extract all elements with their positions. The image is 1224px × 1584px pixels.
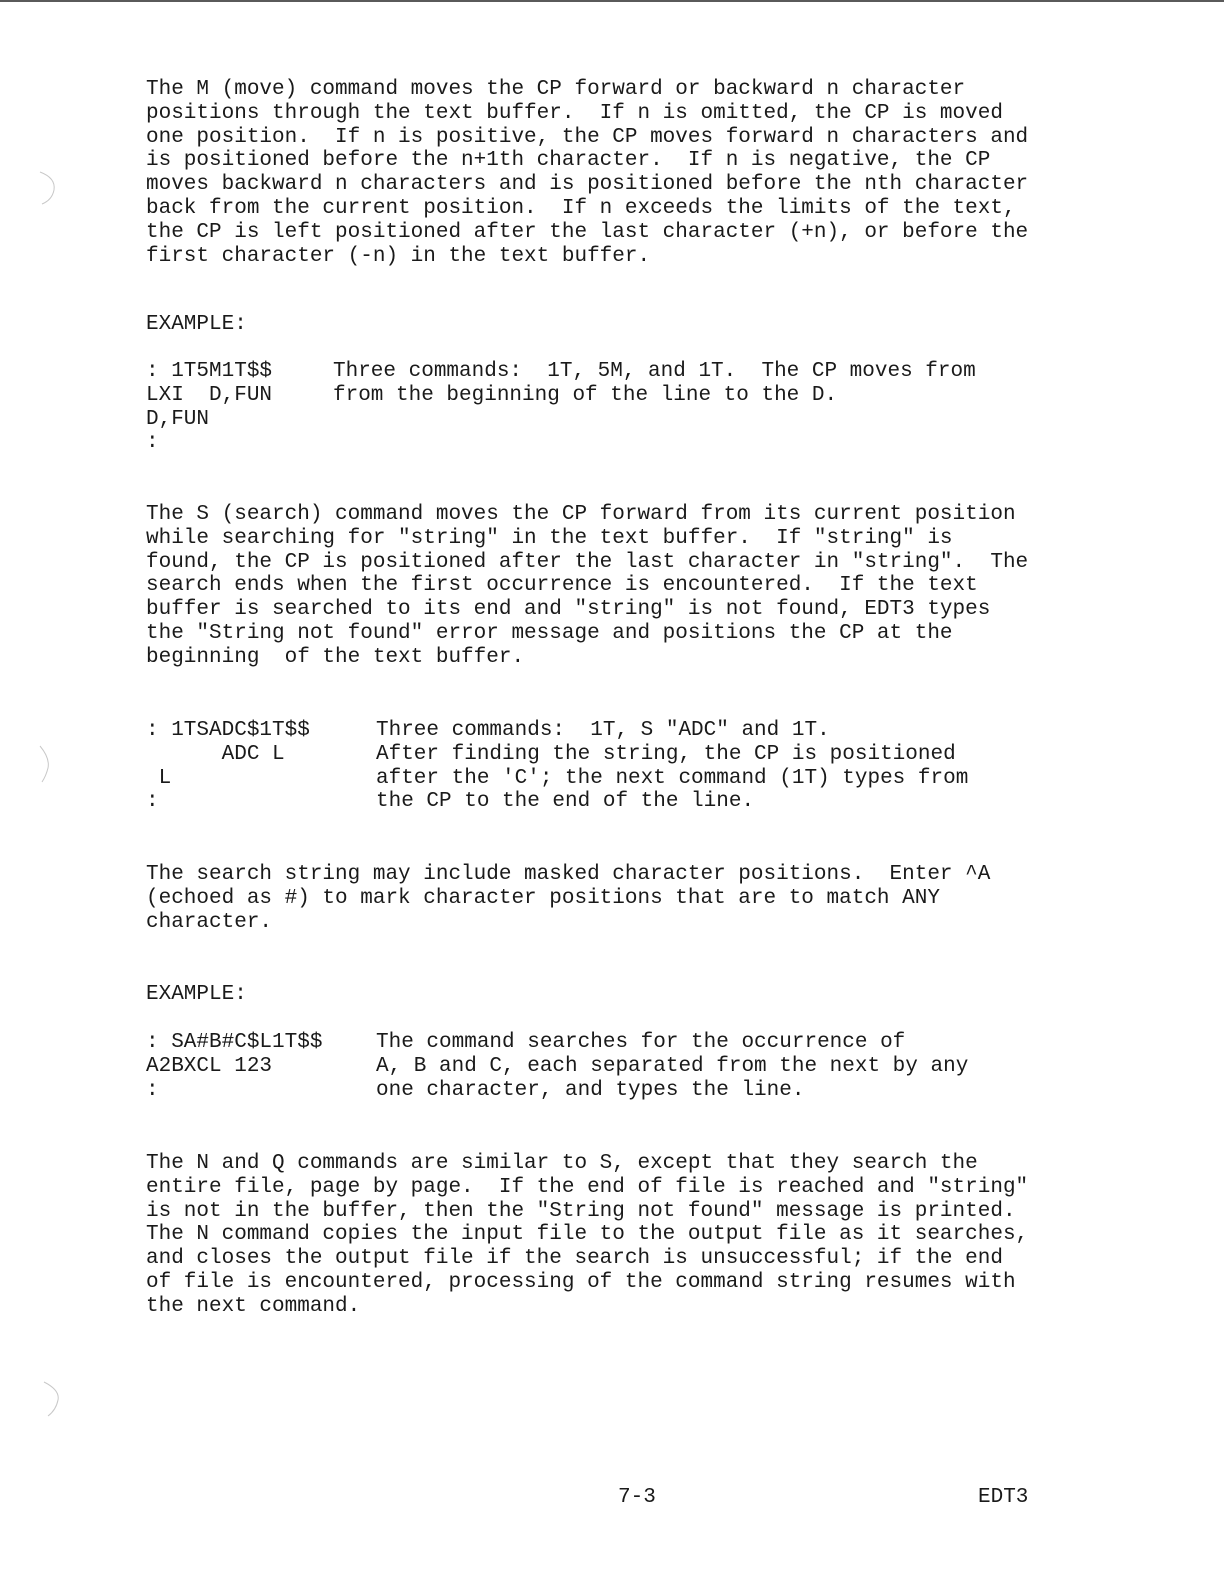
example-search [146, 719, 1156, 814]
example-row [146, 431, 1156, 455]
text-line: the next command. [146, 1294, 361, 1318]
document-name: EDT3 [978, 1486, 1029, 1509]
example-description: The command searches for the occurrence of [376, 1031, 906, 1054]
text-line: the "String not found" error message and positions the CP at the [146, 621, 953, 645]
paragraph-move-command [146, 78, 1156, 268]
example-row [146, 743, 1156, 767]
example-prompt: : [146, 431, 159, 455]
example-row [146, 1079, 1156, 1103]
paragraph-n-and-q-commands [146, 1152, 1156, 1319]
text-line: The N and Q commands are similar to S, except that they search the [146, 1152, 978, 1175]
example-row [146, 719, 1156, 743]
example-masked-search [146, 1031, 1156, 1102]
example-row [146, 408, 1156, 432]
example-label: EXAMPLE: [146, 983, 247, 1006]
text-line: (echoed as #) to mark character positions that are to match ANY [146, 886, 940, 910]
example-input: : 1T5M1T$$ [146, 360, 273, 383]
text-line: while searching for "string" in the text buffer. If "string" is [146, 526, 953, 550]
text-line: character. [146, 910, 273, 934]
example-description: one character, and types the line. [376, 1078, 805, 1102]
text-line: the CP is left positioned after the last character (+n), or before the [146, 220, 1029, 244]
text-line: positions through the text buffer. If n is omitted, the CP is moved [146, 101, 1003, 125]
example-output: LXI D,FUN [146, 383, 273, 407]
text-line: The S (search) command moves the CP forward from its current position [146, 503, 1016, 526]
example-row [146, 790, 1156, 814]
example-description: After finding the string, the CP is positioned [376, 742, 956, 766]
example-output: A2BXCL 123 [146, 1054, 273, 1078]
text-line: buffer is searched to its end and "string" is not found, EDT3 types [146, 598, 991, 622]
example-prompt: : [146, 790, 159, 814]
page-number: 7-3 [618, 1486, 656, 1509]
text-line: The M (move) command moves the CP forward or backward n character [146, 78, 966, 101]
text-line: and closes the output file if the search is unsuccessful; if the end [146, 1247, 1003, 1271]
text-line: back from the current position. If n exceeds the limits of the text, [146, 196, 1016, 220]
text-line: one position. If n is positive, the CP moves forward n characters and [146, 125, 1029, 149]
text-line: found, the CP is positioned after the last character in "string". The [146, 550, 1029, 574]
example-output: D,FUN [146, 407, 210, 431]
text-line: of file is encountered, processing of the command string resumes with [146, 1270, 1016, 1294]
text-line: beginning of the text buffer. [146, 645, 525, 669]
text-line: The N command copies the input file to the output file as it searches, [146, 1223, 1029, 1247]
text-line: first character (-n) in the text buffer. [146, 244, 651, 268]
example-row [146, 360, 1156, 384]
text-line: entire file, page by page. If the end of file is reached and "string" [146, 1175, 1029, 1199]
punch-hole-mark-icon [36, 744, 66, 784]
example-input: : 1TSADC$1T$$ [146, 719, 310, 742]
example-description: Three commands: 1T, S "ADC" and 1T. [376, 719, 830, 742]
example-row [146, 1031, 1156, 1055]
text-line: moves backward n characters and is positioned before the nth character [146, 173, 1029, 197]
example-move [146, 360, 1156, 455]
example-input: : SA#B#C$L1T$$ [146, 1031, 323, 1054]
example-description: after the 'C'; the next command (1T) types from [376, 766, 969, 790]
example-label: EXAMPLE: [146, 313, 247, 336]
punch-hole-mark-icon [30, 168, 60, 208]
text-line: is not in the buffer, then the "String not found" message is printed. [146, 1199, 1016, 1223]
punch-hole-mark-icon [34, 1378, 64, 1418]
example-prompt: : [146, 1078, 159, 1102]
text-line: is positioned before the n+1th character. If n is negative, the CP [146, 149, 991, 173]
text-line: The search string may include masked character positions. Enter ^A [146, 863, 991, 886]
top-rule [0, 0, 1224, 2]
example-row [146, 767, 1156, 791]
example-description: Three commands: 1T, 5M, and 1T. The CP moves from [333, 360, 976, 383]
paragraph-masked-characters [146, 863, 1156, 934]
example-row [146, 1055, 1156, 1079]
example-output: L [146, 766, 172, 790]
example-description: from the beginning of the line to the D. [333, 383, 838, 407]
example-output: ADC L [146, 742, 285, 766]
example-description: the CP to the end of the line. [376, 790, 755, 814]
example-description: A, B and C, each separated from the next by any [376, 1054, 969, 1078]
paragraph-search-command [146, 503, 1156, 670]
example-row [146, 384, 1156, 408]
text-line: search ends when the first occurrence is encountered. If the text [146, 574, 978, 598]
